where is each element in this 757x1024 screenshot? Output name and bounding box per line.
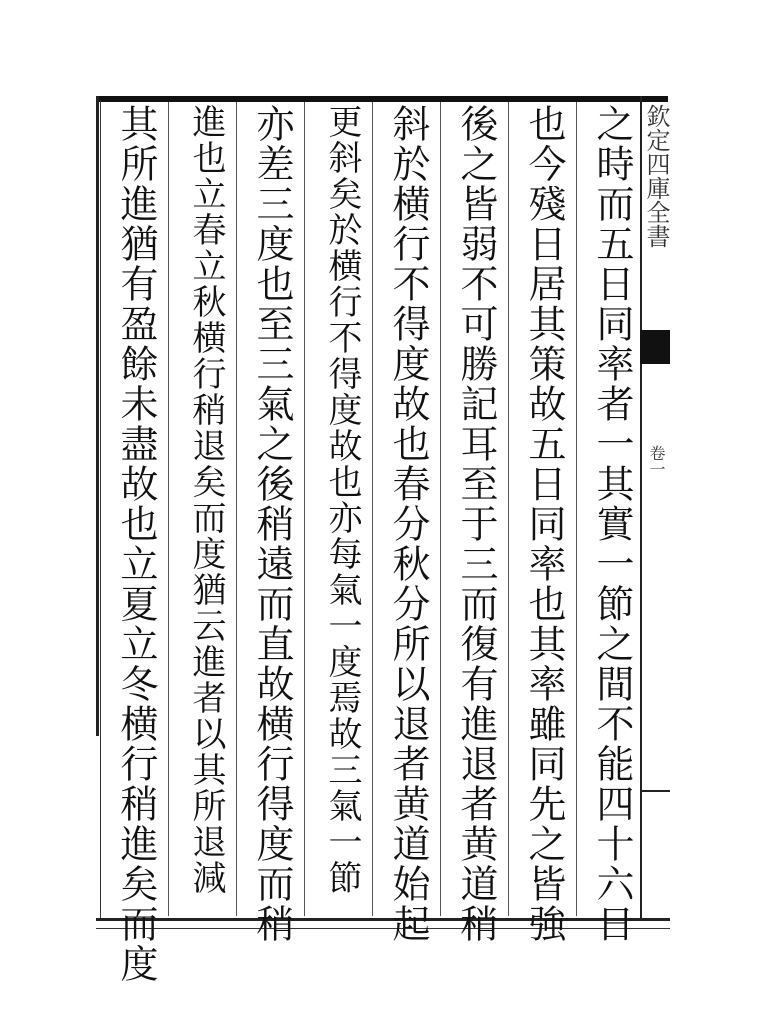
text-column-3 — [452, 104, 502, 944]
frame-top-border — [96, 96, 668, 102]
margin-rule — [640, 790, 670, 792]
text-column-8 — [112, 104, 162, 984]
fishtail-mark-icon — [640, 330, 670, 364]
frame-bottom-border — [96, 918, 670, 921]
column-divider — [304, 102, 305, 916]
text-column-7 — [180, 104, 230, 916]
book-title: 欽定四庫全書 — [642, 104, 670, 248]
text-column-4 — [384, 104, 434, 944]
volume-label: 卷一 — [647, 445, 666, 477]
column-divider — [372, 102, 373, 916]
column-text: 進也立春立秋横行稍退矣而度猶云進者以其所退減 — [186, 104, 226, 896]
column-divider — [440, 102, 441, 916]
column-text: 更斜矣於横行不得度故也亦每氣一度焉故三氣一節 — [322, 104, 362, 896]
column-text: 後之皆弱不可勝記耳至于三而復有進退者黄道稍 — [454, 104, 498, 944]
column-text: 也今殘日居其策故五日同率也其率雖同先之皆強 — [522, 104, 566, 944]
frame-bottom-rule — [96, 928, 670, 929]
column-divider — [576, 102, 577, 916]
column-text: 之時而五日同率者一其實一節之間不能四十六日 — [590, 104, 634, 944]
frame-left-border — [96, 96, 99, 736]
column-divider — [236, 102, 237, 916]
column-divider — [168, 102, 169, 916]
text-column-2 — [520, 104, 570, 944]
text-column-1 — [588, 104, 638, 944]
column-text: 亦差三度也至三氣之後稍遠而直故横行得度而稍 — [250, 104, 294, 944]
column-text: 其所進猶有盈餘未盡故也立夏立冬横行稍進矣而度 — [114, 104, 158, 984]
column-divider — [508, 102, 509, 916]
column-text: 斜於横行不得度故也春分秋分所以退者黄道始起 — [386, 104, 430, 944]
text-column-6 — [248, 104, 298, 944]
frame-left-inner-border — [100, 100, 101, 920]
text-column-5 — [316, 104, 366, 916]
